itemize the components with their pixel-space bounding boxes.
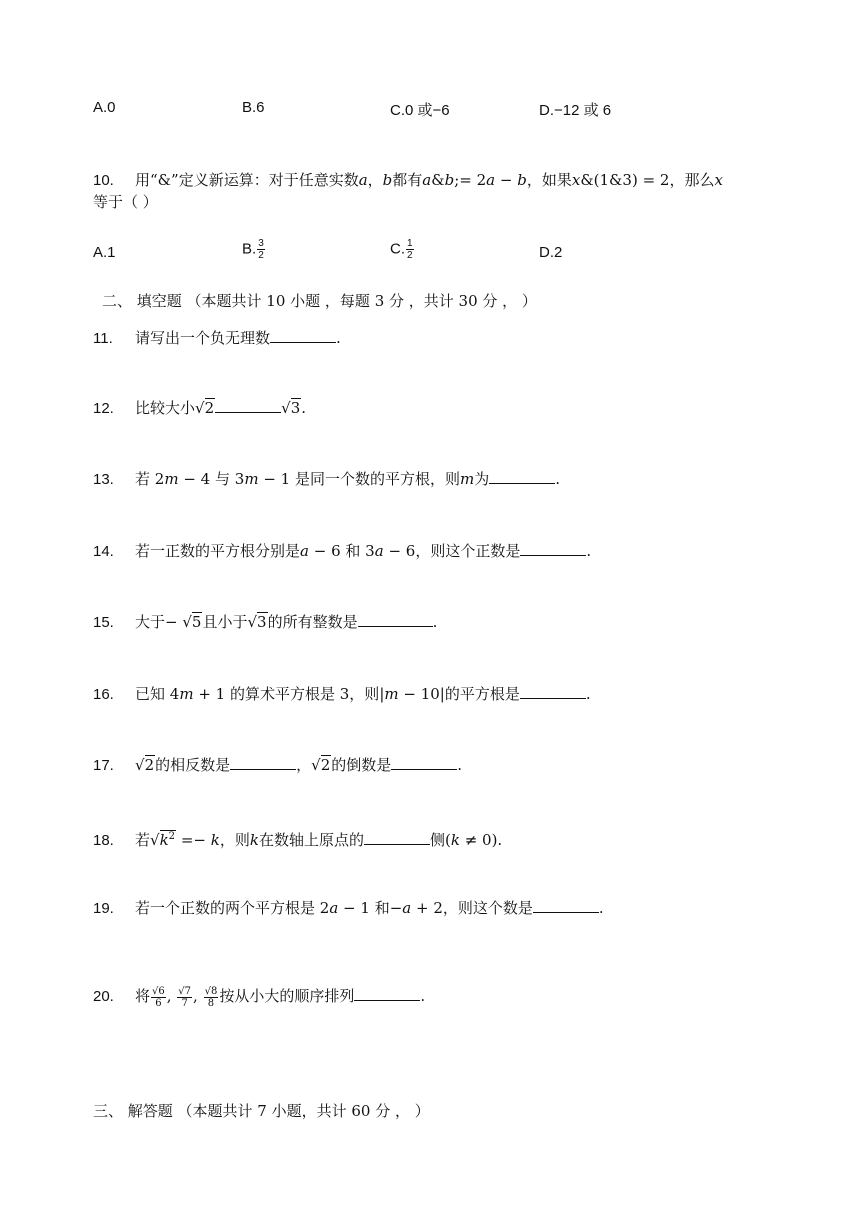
question-16: 16. 已知 4m + 1 的算术平方根是 3，则|m − 10|的平方根是 . [93,685,591,703]
answer-blank [520,684,586,699]
answer-blank [215,398,281,413]
question-10-line2: 等于（ ） [93,193,158,211]
q10-option-c: C. $\frac{1}{2}$ [390,238,413,261]
question-17: 17. √2的相反数是 ，√2的倒数是 . [93,756,463,774]
question-10: 10. 用“&”定义新运算：对于任意实数a，b都有a&b;= 2a − b，如果x&(1&3) = 2，那么x [93,171,723,189]
question-number: 10. [93,172,114,189]
question-12: 12. 比较大小√2 √3. [93,399,307,417]
answer-blank [270,328,336,343]
answer-blank [230,755,296,770]
question-14: 14. 若一正数的平方根分别是a − 6 和 3a − 6，则这个正数是 . [93,542,592,560]
q9-option-b: B.6 [242,99,265,116]
answer-blank [520,541,586,556]
question-15: 15. 大于− √5且小于√3的所有整数是 . [93,613,438,631]
question-20: 20. 将 $\frac{√6}{6}$ , $\frac{√7}{7}$ , $\frac{√8}{8}$ 按从小大的顺序排列 . [93,985,426,1009]
answer-blank [354,986,420,1001]
answer-blank [391,755,457,770]
answer-blank [364,830,430,845]
answer-blank [489,469,555,484]
question-19: 19. 若一个正数的两个平方根是 2a − 1 和−a + 2，则这个数是 . [93,899,604,917]
question-11: 11. 请写出一个负无理数 . [93,329,341,347]
section-2-title: 二、 填空题 （本题共计 10 小题 ，每题 3 分 ，共计 30 分 ， ） [102,292,537,310]
q9-option-d: D.−12 或 6 [539,102,612,119]
question-18: 18. 若$√k^2 =- k$，则k在数轴上原点的 侧(k ≠ 0). [93,831,503,849]
question-13: 13. 若 2m − 4 与 3m − 1 是同一个数的平方根，则m为 . [93,470,561,488]
q9-option-c: C.0 或−6 [390,102,450,119]
q10-option-a: A.1 [93,244,116,261]
section-3-title: 三、 解答题 （本题共计 7 小题，共计 60 分 ， ） [93,1102,430,1120]
q10-option-b: B. $\frac{3}{2}$ [242,238,264,261]
q10-option-d: D.2 [539,244,563,261]
answer-blank [358,612,433,627]
answer-blank [533,898,599,913]
q9-option-a: A.0 [93,99,116,116]
